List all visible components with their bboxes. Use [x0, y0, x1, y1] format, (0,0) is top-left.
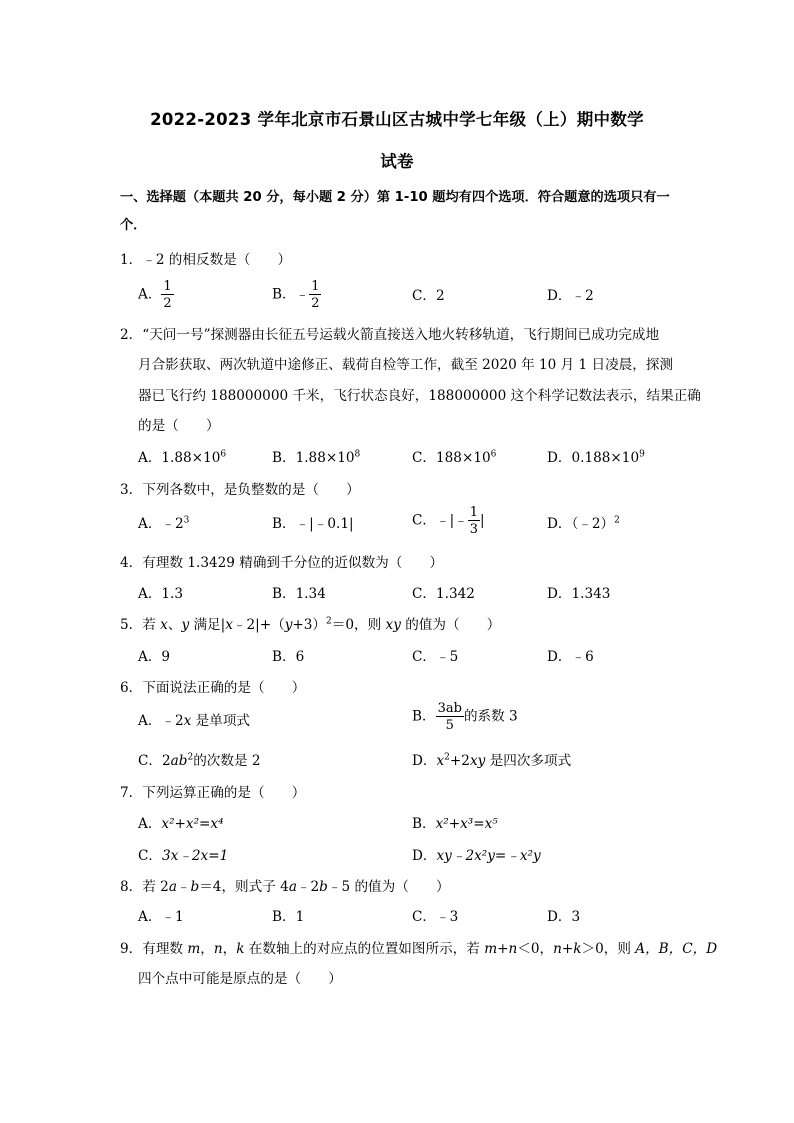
fraction-numerator: 1 — [311, 279, 320, 294]
question-9-line-1 — [120, 937, 717, 957]
q3-option-c — [412, 506, 485, 536]
exponent: 2 — [444, 752, 450, 763]
q3-option-c-fraction — [468, 506, 480, 536]
section-heading: 一、选择题（本题共 20 分，每小题 2 分）第 1-10 题均有四个选项．符合题意的选项只有一 — [120, 190, 670, 205]
q1-option-d: D．﹣2 — [547, 288, 594, 304]
q5-option-d: D．﹣6 — [547, 649, 594, 665]
math-expression: x²+x²=x⁴ — [161, 816, 224, 832]
fraction-numerator: 1 — [163, 279, 172, 294]
q7-option-d — [412, 844, 541, 864]
exponent: 2 — [614, 515, 620, 526]
fraction-numerator: 3ab — [437, 701, 462, 716]
text-run: 的值为（ ） — [400, 617, 501, 633]
q6-option-c — [138, 749, 261, 769]
variable: m — [187, 941, 201, 957]
q2-option-b-base: B．1.88×10 — [272, 450, 355, 466]
text-run: ＝0，则 — [331, 617, 386, 633]
text-run: ＜0， — [517, 941, 554, 957]
exponent: 6 — [490, 449, 497, 460]
variable: a — [168, 879, 177, 895]
text-run: ﹣2 — [296, 879, 320, 895]
exponent: 3 — [183, 515, 190, 526]
variable: y — [181, 617, 190, 633]
variable: k — [236, 941, 245, 957]
question-3-stem: 3．下列各数中，是负整数的是（ ） — [120, 482, 360, 498]
q7-option-c — [138, 844, 228, 864]
fraction-denominator: 2 — [311, 296, 320, 311]
q4-option-d: D．1.343 — [547, 586, 611, 602]
exam-title-cont: 试卷 — [380, 152, 414, 171]
q1-option-a — [138, 280, 174, 310]
q1-option-b-fraction — [309, 280, 321, 310]
q8-option-a: A．﹣1 — [138, 909, 184, 925]
text-run: 、 — [167, 617, 182, 633]
text-run: 5．若 — [120, 617, 161, 633]
exponent: 9 — [639, 449, 645, 460]
q3-option-a-base: A．﹣2 — [138, 516, 184, 532]
fraction-numerator: 1 — [469, 505, 479, 520]
q3-option-b: B．﹣|﹣0.1| — [272, 516, 354, 532]
question-7-stem: 7．下列运算正确的是（ ） — [120, 785, 306, 801]
q6-option-b-fraction — [436, 702, 464, 732]
math-expression: xy﹣2x²y=﹣x²y — [436, 848, 541, 864]
q1-option-c: C．2 — [412, 288, 445, 304]
option-label: B． — [412, 816, 436, 832]
q4-option-c: C．1.342 — [412, 586, 475, 602]
variable: xy — [385, 617, 401, 633]
question-2-line-1: 2．“天问一号”探测器由长征五号运载火箭直接送入地火转移轨道，飞行期间已成功完成地 — [120, 327, 660, 343]
variable: n — [213, 941, 223, 957]
q7-option-a — [138, 812, 224, 832]
q2-option-c — [412, 446, 496, 466]
q5-option-c: C．﹣5 — [412, 649, 459, 665]
q5-option-a: A．9 — [138, 649, 171, 665]
text-run: ﹣5 的值为（ ） — [327, 879, 450, 895]
q3-option-d-base: D．（﹣2） — [547, 516, 615, 532]
q2-option-d — [547, 446, 645, 466]
question-4-stem: 4．有理数 1.3429 精确到千分位的近似数为（ ） — [120, 555, 444, 571]
text-run: C．2 — [138, 753, 171, 769]
q8-option-c: C．﹣3 — [412, 909, 459, 925]
q2-option-b — [272, 446, 360, 466]
q1-option-a-label: A． — [138, 286, 162, 303]
math-expression: x²+x³=x⁵ — [435, 816, 498, 832]
question-2-line-4: 的是（ ） — [138, 418, 220, 434]
q4-option-b: B．1.34 — [272, 586, 326, 602]
text-run: ， — [222, 941, 237, 957]
q6-option-b — [412, 702, 518, 732]
math-expression: n+k — [553, 941, 582, 957]
q3-option-a — [138, 512, 189, 532]
text-run: ， — [200, 941, 214, 957]
variable: b — [190, 879, 200, 895]
text-run: ﹣ — [176, 879, 191, 895]
variable: a — [288, 879, 297, 895]
variable: ab — [170, 753, 188, 769]
q2-option-c-base: C．188×10 — [412, 450, 491, 466]
variable: x — [183, 713, 192, 729]
exponent: 8 — [354, 449, 361, 460]
q2-option-d-base: D．0.188×10 — [547, 450, 640, 466]
variable: x — [436, 753, 445, 769]
q1-option-b — [272, 280, 321, 310]
variable: y — [284, 617, 293, 633]
q1-option-a-fraction — [161, 280, 173, 310]
text-run: D． — [412, 753, 437, 769]
question-6-stem: 6．下面说法正确的是（ ） — [120, 680, 306, 696]
q2-option-a-base: A．1.88×10 — [138, 450, 221, 466]
text-run: 是单项式 — [191, 713, 251, 729]
q7-option-b — [412, 812, 498, 832]
fraction-denominator: 2 — [163, 296, 172, 311]
text-run: A．﹣2 — [138, 713, 184, 729]
exam-title: 2022-2023 学年北京市石景山区古城中学七年级（上）期中数学 — [150, 110, 644, 129]
text-run: 的次数是 2 — [193, 753, 261, 769]
q4-option-a: A．1.3 — [138, 586, 184, 602]
math-expression: m+n — [484, 941, 518, 957]
fraction-denominator: 3 — [469, 522, 479, 537]
text-run: +3） — [292, 617, 327, 633]
variable: xy — [469, 753, 486, 769]
variable: x — [225, 617, 233, 633]
point-labels: A，B，C，D — [635, 941, 718, 957]
text-run: ﹣2|+（ — [232, 617, 285, 633]
exponent: 2 — [326, 616, 332, 627]
q3-option-d — [547, 512, 620, 532]
text-run: ＞0，则 — [581, 941, 636, 957]
question-2-line-2: 月合影获取、两次轨道中途修正、载荷自检等工作，截至 2020 年 10 月 1 日凌晨，探测 — [138, 357, 674, 373]
text-run: 满足| — [189, 617, 226, 633]
q6-option-a — [138, 709, 250, 729]
text-run: B． — [412, 708, 436, 725]
option-label: C． — [138, 848, 162, 864]
variable: b — [319, 879, 328, 895]
question-9-line-2: 四个点中可能是原点的是（ ） — [138, 971, 342, 987]
option-label: D． — [412, 848, 437, 864]
q8-option-d: D．3 — [547, 909, 581, 925]
text-run: 是四次多项式 — [485, 753, 572, 769]
option-label: A． — [138, 816, 162, 832]
question-8-stem — [120, 875, 450, 895]
section-heading-cont: 个． — [120, 218, 147, 233]
q3-option-c-prefix: C．﹣|﹣ — [412, 512, 468, 529]
text-run: 8．若 2 — [120, 879, 169, 895]
text-run: 在数轴上的对应点的位置如图所示，若 — [244, 941, 485, 957]
question-5-stem — [120, 613, 500, 633]
text-run: +2 — [449, 753, 470, 769]
variable: x — [160, 617, 168, 633]
math-expression: 3x﹣2x=1 — [162, 848, 229, 864]
exponent: 2 — [187, 752, 194, 763]
text-run: ＝4，则式子 4 — [199, 879, 289, 895]
q8-option-b: B．1 — [272, 909, 305, 925]
q2-option-a — [138, 446, 226, 466]
q1-option-b-label: B．﹣ — [272, 286, 310, 303]
q3-option-c-suffix: | — [480, 512, 485, 529]
text-run: 9．有理数 — [120, 941, 188, 957]
q5-option-b: B．6 — [272, 649, 305, 665]
fraction-denominator: 5 — [445, 718, 454, 733]
question-2-line-3: 器已飞行约 188000000 千米，飞行状态良好，188000000 这个科学记数法表示，结果正确 — [138, 388, 701, 404]
q6-option-d — [412, 749, 571, 769]
exponent: 6 — [220, 449, 227, 460]
text-run: 的系数 3 — [463, 708, 518, 725]
question-1-stem: 1．﹣2 的相反数是（ ） — [120, 252, 292, 268]
